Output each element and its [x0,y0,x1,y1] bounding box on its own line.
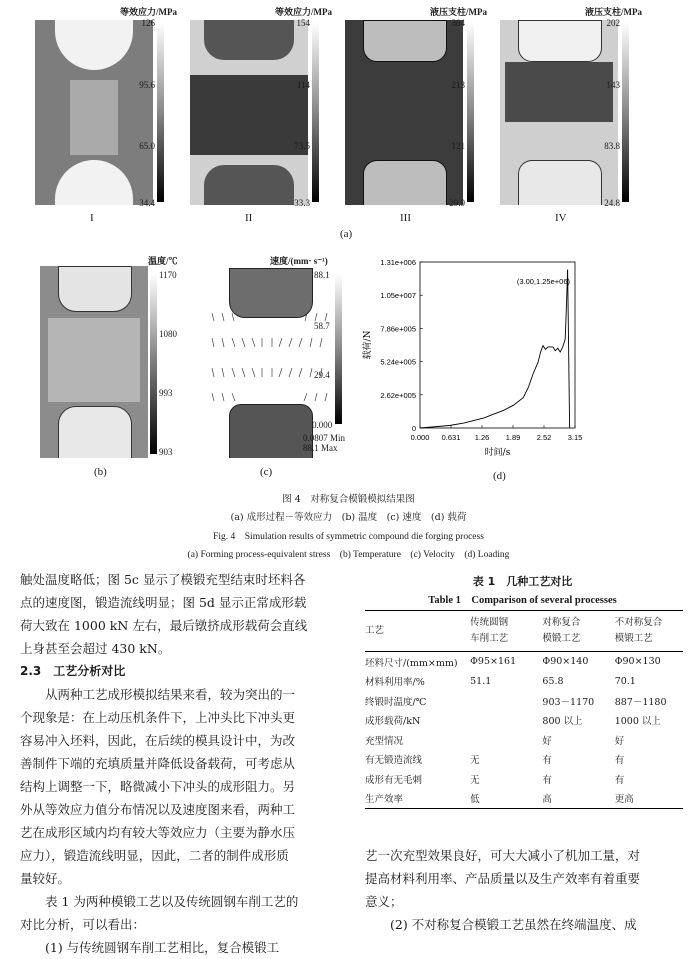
table-cell [466,691,538,711]
panel-a-tick: 126 [141,18,155,28]
plot-frame [420,262,575,428]
y-axis-label: 载荷/N [363,330,373,360]
panel-a-title: 液压支柱/MPa [430,7,487,17]
panel-b-tick: 1170 [159,270,177,280]
panel-a-tick: 73.5 [294,141,310,151]
table-cell: 887－1180 [614,696,667,708]
stress-image [190,20,308,205]
table-cell: 好 [542,735,552,747]
table-row [365,789,683,809]
annotation: (3.00,1.25e+06) [516,277,570,286]
panel-b-colorbar [150,274,157,454]
panel-a-label: II [245,212,253,224]
text-line: 外从等效应力值分布情况以及速度图来看，两种工 [20,802,296,817]
table-cell: 坯料尺寸/(mm×mm) [365,657,458,669]
text-line: 荷大致在 1000 kN 左右，最后镦挤成形载荷会直线 [20,618,308,633]
panel-c-max: 88.1 Max [303,443,338,453]
text-line: 艺一次充型效果良好，可大大减小了机加工量，对 [365,848,641,863]
table-cell: Φ90×140 [542,656,589,668]
panel-a-tick: 202 [606,18,620,28]
table-header-cell [611,611,683,652]
table-row [365,769,683,789]
table-cell: 高 [542,794,552,806]
text-line: 容易冲入坯料，因此，在后续的模具设计中，为改 [20,733,296,748]
figure-label-a: (a) [340,228,353,240]
panel-d-label: (d) [493,470,506,482]
panel-a-tick: 83.8 [604,141,620,151]
panel-c-tick: 29.4 [314,370,330,380]
table-row [365,691,683,711]
panel-a-tick: 304 [451,18,465,28]
y-tick-label: 7.86e+005 [380,324,416,334]
header-line: 不对称复合 [614,617,663,628]
stress-image [35,20,153,205]
text-line: 结构上调整一下，略微减小下冲头的成形阻力。另 [20,779,296,794]
header-line: 车削工艺 [470,633,509,644]
panel-a-title: 等效应力/MPa [120,7,177,17]
panel-a-tick: 29.9 [449,198,465,208]
panel-b-title: 温度/℃ [148,256,178,266]
table-cell [466,711,538,731]
table-cell: 好 [614,735,625,747]
load-drop [568,270,570,428]
panel-a-tick: 34.4 [139,198,155,208]
panel-c-min: 0.0807 Min [303,433,346,443]
panel-a-tick: 143 [606,80,620,90]
figure-subcaption-cn: (a) 成形过程－等效应力 (b) 温度 (c) 速度 (d) 载荷 [230,512,467,523]
text-line: 上身甚至会超过 430 kN。 [20,641,171,656]
x-tick-label: 0.631 [441,433,461,442]
table-cell: 充型情况 [365,735,404,747]
panel-a-label: III [400,212,411,224]
table-cell: 1000 以上 [614,716,661,728]
comparison-table [365,610,683,809]
table-cell: 低 [470,794,480,806]
table-row [365,750,683,770]
table-cell: 903－1170 [542,696,595,708]
panel-a-tick: 24.8 [604,198,620,208]
text-line: 意义； [365,894,403,909]
text-line: 艺在成形区域内均有较大等效应力（主要为静水压 [20,825,296,840]
panel-b-tick: 1080 [159,329,177,339]
panel-c-tick: 58.7 [314,321,330,331]
table-cell: 无 [470,755,480,767]
table-row [365,730,683,750]
x-tick-label: 2.52 [536,433,552,442]
panel-a-colorbar [157,22,164,202]
table-cell: 800 以上 [542,716,583,728]
panel-b-tick: 993 [159,388,173,398]
text-line: 善制件下端的充填质量并降低设备载荷，可考虑从 [20,756,296,771]
header-line: 工艺 [365,625,385,636]
panel-a-tick: 213 [451,80,465,90]
x-tick-label: 1.26 [474,433,490,442]
header-line: 模锻工艺 [542,633,581,644]
temperature-image [40,266,148,458]
table-cell: 65.8 [542,675,564,687]
table-cell: 有无锻造流线 [365,755,423,767]
panel-a-colorbar [467,22,474,202]
table-cell: 成形有无毛刺 [365,774,423,786]
figure-subcaption-en: (a) Forming process-equivalent stress (b) Temperature (c) Velocity (d) Loading [187,550,510,560]
table-cell: 材料利用率/% [365,677,425,689]
panel-a-tick: 114 [296,80,310,90]
table-cell: 无 [470,774,480,786]
text-line: 触处温度略低；图 5c 显示了模锻充型结束时坯料各 [20,572,306,587]
x-axis-label: 时间/s [484,448,511,458]
figure-caption-en: Fig. 4 Simulation results of symmetric compound die forging process [213,532,484,542]
y-tick-label: 1.31e+006 [380,258,416,267]
stress-image [345,20,463,205]
panel-a-tick: 95.6 [139,80,155,90]
load-chart [350,250,590,460]
panel-c-label: (c) [260,466,273,478]
panel-a-colorbar [312,22,319,202]
left-column-text [20,568,340,959]
panel-a-label: IV [555,212,567,224]
figure-caption-cn: 图 4 对称复合模锻模拟结果图 [282,494,415,505]
panel-a-tick: 121 [451,141,465,151]
y-tick-label: 1.05e+007 [380,291,416,301]
panel-a-tick: 154 [296,18,310,28]
table-cell: 70.1 [614,675,636,687]
table-cell: 有 [614,774,625,786]
text-line: (2) 不对称复合模锻工艺虽然在终端温度、成 [365,917,637,932]
text-line: 应力），锻造流线明显，因此，二者的制件成形质 [20,848,289,863]
table-cell: Φ90×130 [614,656,661,668]
panel-a-title: 液压支柱/MPa [585,7,642,17]
table-title-en: Table 1 Comparison of several processes [428,595,617,606]
table-header-row [365,611,683,652]
text-line: 表 1 为两种模锻工艺以及传统圆钢车削工艺的 [20,894,299,909]
table-title-cn: 表 1 几种工艺对比 [472,575,573,588]
text-line: (1) 与传统圆钢车削工艺相比，复合模锻工 [20,940,280,955]
header-line: 模锻工艺 [614,633,653,644]
header-line: 传统圆钢 [470,617,509,628]
table-cell: 更高 [614,794,634,806]
text-line: 个现象是：在上动压机条件下，上冲头比下冲头更 [20,710,296,725]
right-column-text [365,844,683,936]
x-tick-label: 3.15 [567,433,583,442]
table-cell: 有 [614,755,625,767]
y-tick-label: 5.24e+005 [380,357,416,367]
y-tick-label: 0 [411,424,416,433]
panel-a-tick: 65.0 [139,141,155,151]
table-cell: 51.1 [470,675,492,687]
x-tick-label: 1.89 [505,433,521,442]
text-line: 点的速度图，锻造流线明显；图 5d 显示正常成形载 [20,595,307,610]
text-line: 提高材料利用率、产品质量以及生产效率有着重要 [365,871,641,886]
y-tick-label: 2.62e+005 [380,390,416,400]
table-header-cell [365,611,466,652]
table-cell: 有 [542,774,552,786]
text-line: 对比分析，可以看出： [20,917,146,932]
text-line: 从两种工艺成形模拟结果来看，较为突出的一 [20,687,296,702]
panel-a-title: 等效应力/MPa [275,7,332,17]
table-header-cell [538,611,610,652]
table-row [365,672,683,692]
table-row [365,711,683,731]
table-cell: 终锻时温度/℃ [365,696,427,708]
stress-image [500,20,618,205]
text-line: 量较好。 [20,871,71,886]
panel-a-colorbar [622,22,629,202]
section-heading: 2.3 工艺分析对比 [20,664,126,678]
panel-c-tick: 88.1 [314,270,330,280]
table-row [365,652,683,672]
table-cell: 有 [542,755,552,767]
panel-b-label: (b) [94,466,107,478]
table-cell: 成形载荷/kN [365,716,421,728]
panel-a-label: I [90,212,94,224]
table-cell [466,730,538,750]
table-header-cell [466,611,538,652]
panel-a-tick: 33.3 [294,198,310,208]
panel-c-colorbar [335,274,342,424]
x-tick-label: 0.000 [410,433,430,442]
load-line [420,270,568,428]
table-cell: Φ95×161 [470,656,517,668]
panel-c-tick: 0.000 [312,420,333,430]
table-cell: 生产效率 [365,794,404,806]
panel-c-title: 速度/(mm· s⁻¹) [270,256,328,266]
header-line: 对称复合 [542,617,581,628]
panel-b-tick: 903 [159,447,173,457]
